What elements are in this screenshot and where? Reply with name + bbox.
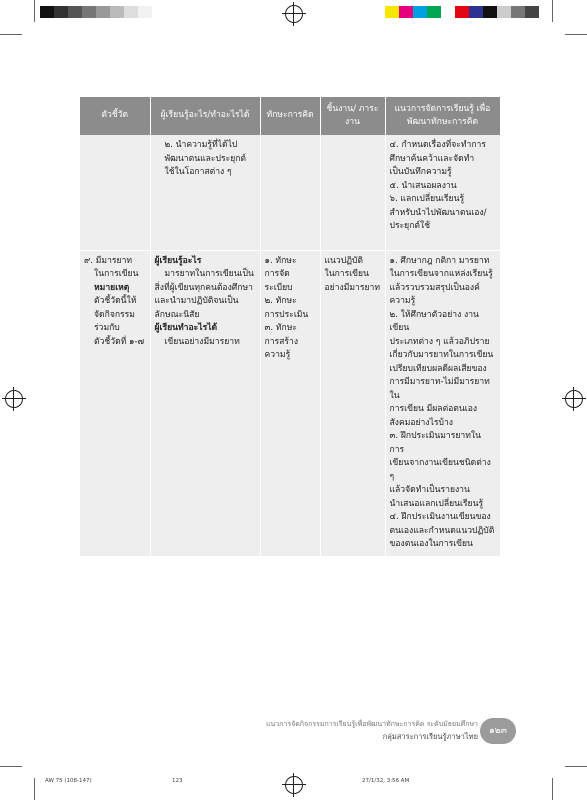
table-header-row <box>80 97 500 135</box>
page-number-badge: ๑๒๓ <box>480 718 516 744</box>
color-swatch <box>110 6 124 18</box>
crop-mark <box>552 0 553 22</box>
cell-line: ลักษณะนิสัย <box>154 309 200 320</box>
cell-line: ๔. ฝึกประเมินงานเขียนของ <box>389 512 491 522</box>
cell-line: ตนเองและกำหนดแนวปฏิบัติ <box>389 525 495 536</box>
cell-line: ใช้ในโอกาสต่าง ๆ <box>164 167 232 177</box>
cell-line: สังคมอย่างไรบ้าง <box>389 417 453 428</box>
row2-indicator <box>80 250 150 556</box>
row2-learning <box>150 250 260 556</box>
cell-line: การเขียน มีผลต่อตนเอง <box>389 404 478 414</box>
color-swatch <box>399 6 413 18</box>
cell-line: ๑. ทักษะ <box>264 255 297 266</box>
color-swatch <box>138 6 152 18</box>
cell-line: ประยุกต์ใช้ <box>389 221 431 231</box>
cell-line: ตัวชี้วัดนี้ให้ <box>94 296 137 306</box>
cell-line: เป็นบันทึกความรู้ <box>389 167 452 177</box>
crop-mark <box>0 766 22 767</box>
row1-learning <box>150 135 260 238</box>
color-swatch <box>455 6 469 18</box>
note-label: หมายเหตุ <box>94 282 130 293</box>
row2-skill <box>260 250 320 556</box>
cell-line: ๔. กำหนดเรื่องที่จะทำการ <box>389 140 486 150</box>
color-swatch <box>385 6 399 18</box>
row1-work <box>320 135 385 238</box>
registration-mark-right-icon <box>565 390 583 408</box>
table-row-spacer <box>80 238 500 251</box>
cell-line: ของตนเองในการเขียน <box>389 539 473 549</box>
header-approach: แนวการจัดการเรียนรู้ เพื่อพัฒนาทักษะการคิด <box>385 97 500 135</box>
cell-line: ๒. ให้ศึกษาตัวอย่าง งานเขียน <box>389 309 479 333</box>
header-thinking-skill: ทักษะการคิด <box>260 97 320 135</box>
cell-line: ๑. ศึกษากฎ กติกา มารยาท <box>389 255 490 266</box>
cell-line: ๖. แลกเปลี่ยนเรียนรู้ <box>389 194 465 204</box>
color-swatch <box>483 6 497 18</box>
cell-line: มารยาทในการเขียนเป็น <box>164 269 254 279</box>
row2-work <box>320 250 385 556</box>
cell-line: สำหรับนำไปพัฒนาตนเอง/ <box>389 207 487 218</box>
header-learning: ผู้เรียนรู้อะไร/ทำอะไรได้ <box>150 97 260 135</box>
color-bar-left <box>40 6 152 18</box>
cell-line: และนำมาปฏิบัติจนเป็น <box>154 296 239 306</box>
slug-page: 123 <box>172 778 183 784</box>
cell-line: ในการเขียน <box>94 269 139 279</box>
table-row <box>80 250 500 556</box>
color-swatch <box>427 6 441 18</box>
row1-approach <box>385 135 500 238</box>
table-row <box>80 135 500 238</box>
color-swatch <box>54 6 68 18</box>
cell-line: ศึกษาค้นคว้าและจัดทำ <box>389 153 475 164</box>
color-swatch <box>124 6 138 18</box>
cell-line: ๕. นำเสนอผลงาน <box>389 180 457 191</box>
cell-line: ในการเขียน <box>324 269 369 279</box>
color-swatch <box>441 6 455 18</box>
cell-line: การประเมิน <box>264 309 309 320</box>
color-swatch <box>82 6 96 18</box>
cell-line: เขียนจากงานเขียนชนิดต่าง ๆ <box>389 458 491 482</box>
cell-line: ๒. ทักษะ <box>264 296 297 306</box>
registration-mark-left-icon <box>5 390 23 408</box>
color-swatch <box>511 6 525 18</box>
cell-line: แนวปฏิบัติ <box>324 255 363 266</box>
cell-line: พัฒนาตนและประยุกต์ <box>164 153 247 164</box>
footer-subtitle: กลุ่มสาระการเรียนรู้ภาษาไทย <box>382 732 478 741</box>
color-swatch <box>96 6 110 18</box>
cell-line: เขียนอย่างมีมารยาท <box>164 336 240 347</box>
cell-line: แล้วรวบรวมสรุปเป็นองค์ <box>389 282 480 293</box>
cell-line: จัดกิจกรรม <box>94 309 135 320</box>
header-work: ชิ้นงาน/ ภาระงาน <box>320 97 385 135</box>
learning-heading: ผู้เรียนรู้อะไร <box>154 255 202 266</box>
cell-line: ตัวชี้วัดที่ ๑-๗ <box>94 336 145 347</box>
cell-line: ประเภทต่าง ๆ แล้วอภิปราย <box>389 336 490 347</box>
cell-line: ๙. มีมารยาท <box>84 255 133 266</box>
cell-line: ๒. นำความรู้ที่ได้ไป <box>164 140 238 150</box>
registration-mark-bottom-icon <box>285 776 303 794</box>
cell-line: เกี่ยวกับมารยาทในการเขียน <box>389 350 494 360</box>
crop-mark <box>552 778 553 800</box>
row1-skill <box>260 135 320 238</box>
cell-line: ๓. ทักษะ <box>264 323 297 333</box>
cell-line: เปรียบเทียบผลดีผลเสียของ <box>389 363 487 374</box>
cell-line: สิ่งที่ผู้เขียนทุกคนต้องศึกษา <box>154 282 253 293</box>
header-indicator: ตัวชี้วัด <box>80 97 150 135</box>
color-swatch <box>413 6 427 18</box>
slug-file: AW 75 (108-147) <box>45 778 92 784</box>
cell-line: อย่างมีมารยาท <box>324 282 381 293</box>
cell-line: ๓. ฝึกประเมินมารยาทในการ <box>389 431 481 455</box>
cell-line: การสร้างความรู้ <box>264 336 299 360</box>
cell-line: แล้วจัดทำเป็นรายงาน <box>389 485 470 495</box>
row2-approach <box>385 250 500 556</box>
learning-table <box>80 97 501 556</box>
cell-line: การจัดระเบียบ <box>264 269 293 293</box>
crop-mark <box>0 34 22 35</box>
footer-title: แนวการจัดกิจกรรมการเรียนรู้เพื่อพัฒนาทักษะการคิด ระดับมัธยมศึกษา <box>265 720 478 728</box>
cell-line: ความรู้ <box>389 296 416 306</box>
can-do-heading: ผู้เรียนทำอะไรได้ <box>154 323 218 333</box>
color-swatch <box>68 6 82 18</box>
crop-mark <box>34 778 35 800</box>
color-swatch <box>497 6 511 18</box>
cell-line: ในการเขียนจากแหล่งเรียนรู้ <box>389 269 493 279</box>
cell-line: การมีมารยาท-ไม่มีมารยาทใน <box>389 377 490 401</box>
cell-line: นำเสนอแลกเปลี่ยนเรียนรู้ <box>389 498 484 509</box>
color-swatch <box>525 6 539 18</box>
color-swatch <box>469 6 483 18</box>
crop-mark <box>565 34 587 35</box>
crop-mark <box>34 0 35 22</box>
color-swatch <box>40 6 54 18</box>
color-bar-right <box>385 6 539 18</box>
slug-date: 27/1/32, 3:56 AM <box>362 778 410 784</box>
registration-mark-top-icon <box>285 5 303 23</box>
row1-indicator <box>80 135 150 238</box>
cell-line: ร่วมกับ <box>94 323 120 333</box>
crop-mark <box>565 766 587 767</box>
